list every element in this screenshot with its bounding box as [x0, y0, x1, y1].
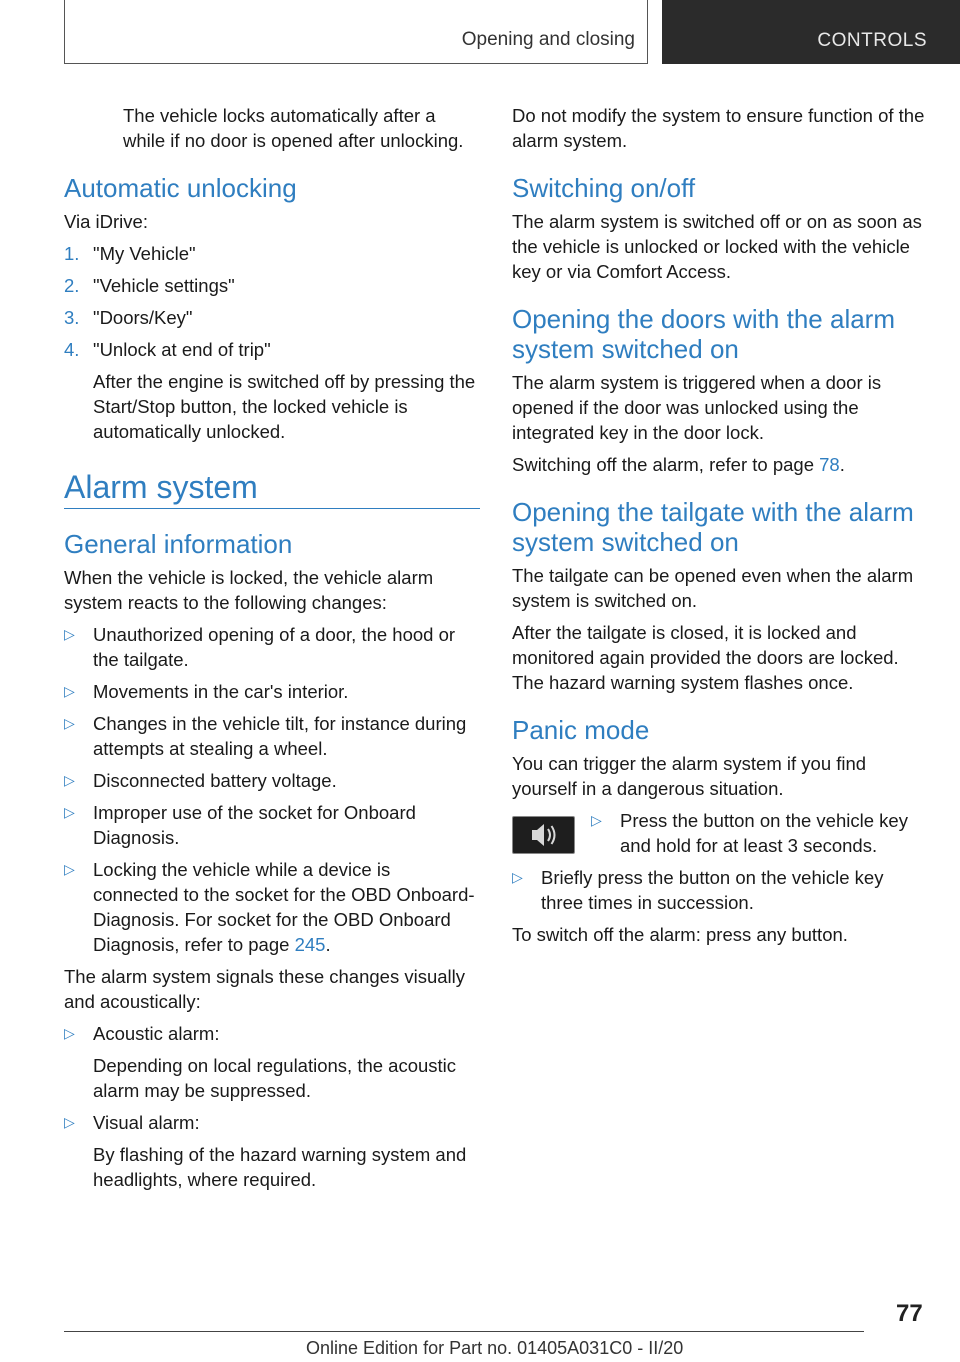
heading-alarm-system: Alarm system	[64, 468, 480, 509]
bullet-arrow-icon: ▷	[64, 683, 75, 699]
panic-text: You can trigger the alarm system if you find yourself in a dangerous situation.	[512, 753, 867, 799]
bullet-arrow-icon: ▷	[591, 812, 602, 828]
header-section-label: CONTROLS	[817, 30, 927, 51]
bullet-arrow-icon: ▷	[64, 861, 75, 877]
step-number: 4.	[64, 339, 80, 360]
panic-option-row	[512, 808, 928, 858]
page-ref-link-78[interactable]: 78	[819, 454, 840, 475]
bullet-arrow-icon: ▷	[64, 1025, 75, 1041]
step-text: "Doors/Key"	[93, 307, 193, 328]
right-column	[512, 103, 928, 954]
tailgate-text-1: The tailgate can be opened even when the alarm system is switched on.	[512, 565, 914, 611]
list-item: ▷ Visual alarm: By flashing of the hazard warning system and headlights, where required.	[64, 1110, 480, 1192]
list-item	[64, 305, 480, 330]
footer-edition: Online Edition for Part no. 01405A031C0 - II/20	[306, 1338, 684, 1358]
bullet-arrow-icon: ▷	[512, 869, 523, 885]
heading-panic-mode: Panic mode	[512, 715, 650, 745]
list-item	[64, 241, 480, 266]
footer-divider	[64, 1331, 864, 1332]
list-item: ▷ Unauthorized opening of a door, the hood or the tailgate.	[64, 624, 456, 670]
general-text: When the vehicle is locked, the vehicle alarm system reacts to the following changes:	[64, 567, 434, 613]
speaker-glyph	[513, 817, 574, 853]
bullet-arrow-icon: ▷	[64, 626, 75, 642]
acoustic-note: Depending on local regulations, the acoustic alarm may be suppressed.	[93, 1055, 457, 1101]
tailgate-text-2: After the tailgate is closed, it is locked and monitored again provided the doors are locked. The hazard warning system flashes once.	[512, 622, 899, 693]
header-chapter-box	[64, 0, 648, 64]
left-column	[64, 103, 480, 1199]
list-item: ▷ Briefly press the button on the vehicle key three times in succession.	[512, 867, 884, 913]
bullet-arrow-icon: ▷	[64, 715, 75, 731]
list-item: ▷ Improper use of the socket for Onboard Diagnosis.	[64, 802, 416, 848]
heading-general-information: General information	[64, 529, 293, 559]
unlock-steps-list	[64, 241, 480, 444]
bullet-arrow-icon: ▷	[64, 1114, 75, 1130]
step-number: 2.	[64, 275, 80, 296]
heading-opening-doors: Opening the doors with the alarm system switched on	[512, 304, 895, 364]
heading-automatic-unlocking: Automatic unlocking	[64, 173, 297, 203]
step-number: 1.	[64, 243, 80, 264]
list-item: ▷ Press the button on the vehicle key and hold for at least 3 seconds.	[591, 810, 908, 856]
step-text: "My Vehicle"	[93, 243, 196, 264]
panic-speaker-icon	[512, 816, 575, 854]
list-item: ▷ Disconnected battery voltage.	[64, 770, 337, 791]
alarm-signals-list	[64, 1021, 480, 1192]
heading-opening-tailgate: Opening the tailgate with the alarm system switched on	[512, 497, 914, 557]
signals-text: The alarm system signals these changes visually and acoustically:	[64, 966, 466, 1012]
visual-note: By flashing of the hazard warning system and headlights, where required.	[93, 1144, 467, 1190]
page-ref-link-245[interactable]: 245	[294, 934, 326, 955]
header-section-tab	[662, 0, 960, 64]
panic-option-list-2	[512, 865, 928, 915]
list-item: ▷ Changes in the vehicle tilt, for instance during attempts at stealing a wheel.	[64, 713, 467, 759]
list-item	[64, 273, 480, 298]
right-intro-text: Do not modify the system to ensure function of the alarm system.	[512, 105, 925, 151]
doors-text: The alarm system is triggered when a door is opened if the door was unlocked using the integrated key in the door lock.	[512, 372, 882, 443]
intro-text: The vehicle locks automatically after a while if no door is opened after unlocking.	[123, 105, 464, 151]
alarm-changes-list	[64, 622, 480, 957]
list-item	[64, 337, 480, 444]
page-number: 77	[896, 1300, 923, 1327]
heading-switching: Switching on/off	[512, 173, 696, 203]
step-text: "Unlock at end of trip"	[93, 339, 271, 360]
via-idrive-text: Via iDrive:	[64, 211, 148, 232]
step-text: "Vehicle settings"	[93, 275, 235, 296]
step-number: 3.	[64, 307, 80, 328]
list-item: ▷ Movements in the car's interior.	[64, 681, 349, 702]
switching-text: The alarm system is switched off or on as soon as the vehicle is unlocked or locked with the vehicle key or via Comfort Access.	[512, 211, 922, 282]
header-title: Opening and closing	[461, 29, 635, 50]
list-item: ▷ Acoustic alarm: Depending on local regulations, the acoustic alarm may be suppressed.	[64, 1021, 480, 1103]
step-note: After the engine is switched off by pressing the Start/Stop button, the locked vehicle is automatically unlocked.	[93, 371, 476, 442]
bullet-arrow-icon: ▷	[64, 772, 75, 788]
doors-ref-text: Switching off the alarm, refer to page 78.	[512, 454, 845, 475]
panic-off-text: To switch off the alarm: press any button.	[512, 924, 848, 945]
bullet-arrow-icon: ▷	[64, 804, 75, 820]
list-item: ▷ Locking the vehicle while a device is connected to the socket for the OBD Onboard-Diagnosis. For socket for the OBD Onboard Diagnosis, refer to page 245.	[64, 859, 475, 955]
